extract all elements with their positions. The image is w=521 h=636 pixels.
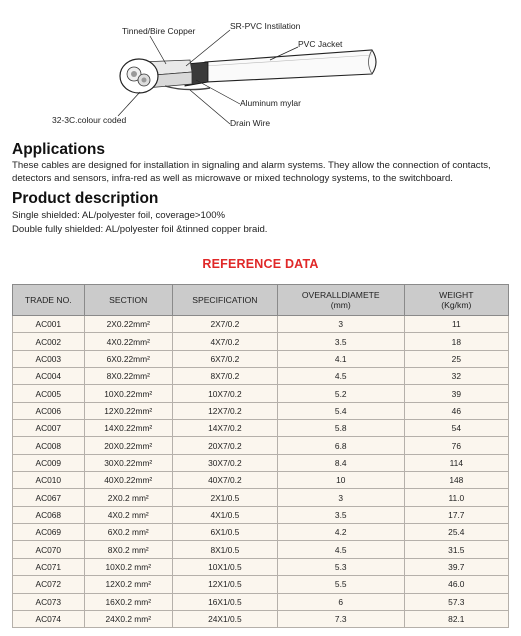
table-row xyxy=(13,402,509,419)
cell-section: 10X0.22mm² xyxy=(84,385,172,402)
cell-spec: 10X7/0.2 xyxy=(172,385,277,402)
reference-data-table xyxy=(12,284,509,628)
header-diameter-unit: (mm) xyxy=(330,300,351,310)
cell-diameter: 3.5 xyxy=(277,506,404,523)
header-weight xyxy=(404,285,508,316)
cell-spec: 4X1/0.5 xyxy=(172,506,277,523)
cell-section: 12X0.22mm² xyxy=(84,402,172,419)
cell-weight: 76 xyxy=(404,437,508,454)
cell-weight: 82.1 xyxy=(404,610,508,627)
cell-spec: 4X7/0.2 xyxy=(172,333,277,350)
table-row xyxy=(13,558,509,575)
cell-section: 30X0.22mm² xyxy=(84,454,172,471)
table-header-row xyxy=(13,285,509,316)
table-row xyxy=(13,368,509,385)
table-row xyxy=(13,420,509,437)
cable-illustration xyxy=(0,0,521,135)
cell-weight: 148 xyxy=(404,472,508,489)
cell-trade: AC006 xyxy=(13,402,85,419)
cell-section: 4X0.2 mm² xyxy=(84,506,172,523)
cell-weight: 46 xyxy=(404,402,508,419)
table-row xyxy=(13,489,509,506)
header-weight-label: WEIGHT xyxy=(439,290,474,300)
applications-heading: Applications xyxy=(12,141,106,158)
header-trade-no: TRADE NO. xyxy=(13,285,85,316)
label-sr-pvc: SR-PVC Instilation xyxy=(230,21,301,31)
table-row xyxy=(13,385,509,402)
cell-spec: 2X1/0.5 xyxy=(172,489,277,506)
cell-spec: 24X1/0.5 xyxy=(172,610,277,627)
cell-section: 14X0.22mm² xyxy=(84,420,172,437)
cell-spec: 16X1/0.5 xyxy=(172,593,277,610)
applications-text-line1: These cables are designed for installation in signaling and alarm systems. They allow the connection of contacts, xyxy=(12,160,491,171)
cell-trade: AC004 xyxy=(13,368,85,385)
table-row xyxy=(13,610,509,627)
cell-diameter: 7.3 xyxy=(277,610,404,627)
cell-diameter: 5.3 xyxy=(277,558,404,575)
cell-spec: 6X1/0.5 xyxy=(172,524,277,541)
cell-diameter: 6 xyxy=(277,593,404,610)
cell-trade: AC070 xyxy=(13,541,85,558)
reference-data-title: REFERENCE DATA xyxy=(202,257,319,271)
cell-trade: AC009 xyxy=(13,454,85,471)
cell-trade: AC003 xyxy=(13,350,85,367)
cell-diameter: 10 xyxy=(277,472,404,489)
cell-spec: 30X7/0.2 xyxy=(172,454,277,471)
product-text-line1: Single shielded: AL/polyester foil, coverage>100% xyxy=(12,210,226,221)
cell-spec: 8X1/0.5 xyxy=(172,541,277,558)
cell-trade: AC005 xyxy=(13,385,85,402)
table-row xyxy=(13,437,509,454)
cell-weight: 54 xyxy=(404,420,508,437)
cell-weight: 11 xyxy=(404,316,508,333)
cell-trade: AC010 xyxy=(13,472,85,489)
header-weight-unit: (Kg/km) xyxy=(441,300,472,310)
cell-diameter: 3 xyxy=(277,316,404,333)
cell-weight: 31.5 xyxy=(404,541,508,558)
cell-trade: AC074 xyxy=(13,610,85,627)
product-heading: Product description xyxy=(12,190,159,207)
cell-spec: 12X7/0.2 xyxy=(172,402,277,419)
cell-section: 10X0.2 mm² xyxy=(84,558,172,575)
table-row xyxy=(13,333,509,350)
cell-trade: AC007 xyxy=(13,420,85,437)
cell-trade: AC071 xyxy=(13,558,85,575)
cell-diameter: 4.5 xyxy=(277,541,404,558)
applications-text-line2: detectors and sensors, infra-red as well as microwave or mixed technology systems, to the switchboard. xyxy=(12,172,453,184)
header-specification: SPECIFICATION xyxy=(172,285,277,316)
cell-trade: AC067 xyxy=(13,489,85,506)
cell-spec: 2X7/0.2 xyxy=(172,316,277,333)
cell-spec: 6X7/0.2 xyxy=(172,350,277,367)
cell-weight: 25 xyxy=(404,350,508,367)
cell-weight: 11.0 xyxy=(404,489,508,506)
table-row xyxy=(13,524,509,541)
cell-section: 24X0.2 mm² xyxy=(84,610,172,627)
cell-diameter: 4.2 xyxy=(277,524,404,541)
cell-trade: AC069 xyxy=(13,524,85,541)
table-row xyxy=(13,576,509,593)
label-tinned-copper: Tinned/Bire Copper xyxy=(122,26,196,36)
cell-diameter: 5.5 xyxy=(277,576,404,593)
table-row xyxy=(13,350,509,367)
cell-section: 12X0.2 mm² xyxy=(84,576,172,593)
cell-section: 2X0.2 mm² xyxy=(84,489,172,506)
table-row xyxy=(13,506,509,523)
cell-trade: AC068 xyxy=(13,506,85,523)
label-colour-coded: 32-3C.colour coded xyxy=(52,115,127,125)
cell-weight: 17.7 xyxy=(404,506,508,523)
cell-diameter: 3 xyxy=(277,489,404,506)
cell-trade: AC008 xyxy=(13,437,85,454)
cell-trade: AC073 xyxy=(13,593,85,610)
cell-weight: 46.0 xyxy=(404,576,508,593)
cell-section: 6X0.22mm² xyxy=(84,350,172,367)
cell-spec: 20X7/0.2 xyxy=(172,437,277,454)
cell-section: 8X0.2 mm² xyxy=(84,541,172,558)
cell-weight: 18 xyxy=(404,333,508,350)
cell-weight: 39.7 xyxy=(404,558,508,575)
cell-spec: 14X7/0.2 xyxy=(172,420,277,437)
table-row xyxy=(13,472,509,489)
cell-section: 16X0.2 mm² xyxy=(84,593,172,610)
cell-trade: AC002 xyxy=(13,333,85,350)
table-row xyxy=(13,593,509,610)
table-body xyxy=(13,316,509,628)
cell-weight: 57.3 xyxy=(404,593,508,610)
cell-diameter: 5.2 xyxy=(277,385,404,402)
cell-section: 8X0.22mm² xyxy=(84,368,172,385)
cell-weight: 114 xyxy=(404,454,508,471)
table-row xyxy=(13,454,509,471)
cell-section: 2X0.22mm² xyxy=(84,316,172,333)
cell-spec: 40X7/0.2 xyxy=(172,472,277,489)
cell-spec: 8X7/0.2 xyxy=(172,368,277,385)
cell-section: 40X0.22mm² xyxy=(84,472,172,489)
header-section: SECTION xyxy=(84,285,172,316)
header-overall-diameter xyxy=(277,285,404,316)
cell-trade: AC072 xyxy=(13,576,85,593)
cell-spec: 12X1/0.5 xyxy=(172,576,277,593)
cell-section: 6X0.2 mm² xyxy=(84,524,172,541)
table-row xyxy=(13,316,509,333)
header-diameter-label: OVERALLDIAMETE xyxy=(301,290,380,300)
label-pvc-jacket: PVC Jacket xyxy=(298,39,343,49)
cell-diameter: 5.8 xyxy=(277,420,404,437)
cell-trade: AC001 xyxy=(13,316,85,333)
cell-diameter: 5.4 xyxy=(277,402,404,419)
cell-weight: 32 xyxy=(404,368,508,385)
cell-section: 20X0.22mm² xyxy=(84,437,172,454)
product-text-line2: Double fully shielded: AL/polyester foil &tinned copper braid. xyxy=(12,224,268,235)
cell-spec: 10X1/0.5 xyxy=(172,558,277,575)
cable-diagram xyxy=(0,0,521,135)
cell-diameter: 4.1 xyxy=(277,350,404,367)
cell-diameter: 3.5 xyxy=(277,333,404,350)
table-row xyxy=(13,541,509,558)
cell-weight: 25.4 xyxy=(404,524,508,541)
cell-diameter: 6.8 xyxy=(277,437,404,454)
label-aluminum-mylar: Aluminum mylar xyxy=(240,98,301,108)
label-drain-wire: Drain Wire xyxy=(230,118,271,128)
cell-diameter: 8.4 xyxy=(277,454,404,471)
cell-weight: 39 xyxy=(404,385,508,402)
cell-section: 4X0.22mm² xyxy=(84,333,172,350)
cell-diameter: 4.5 xyxy=(277,368,404,385)
